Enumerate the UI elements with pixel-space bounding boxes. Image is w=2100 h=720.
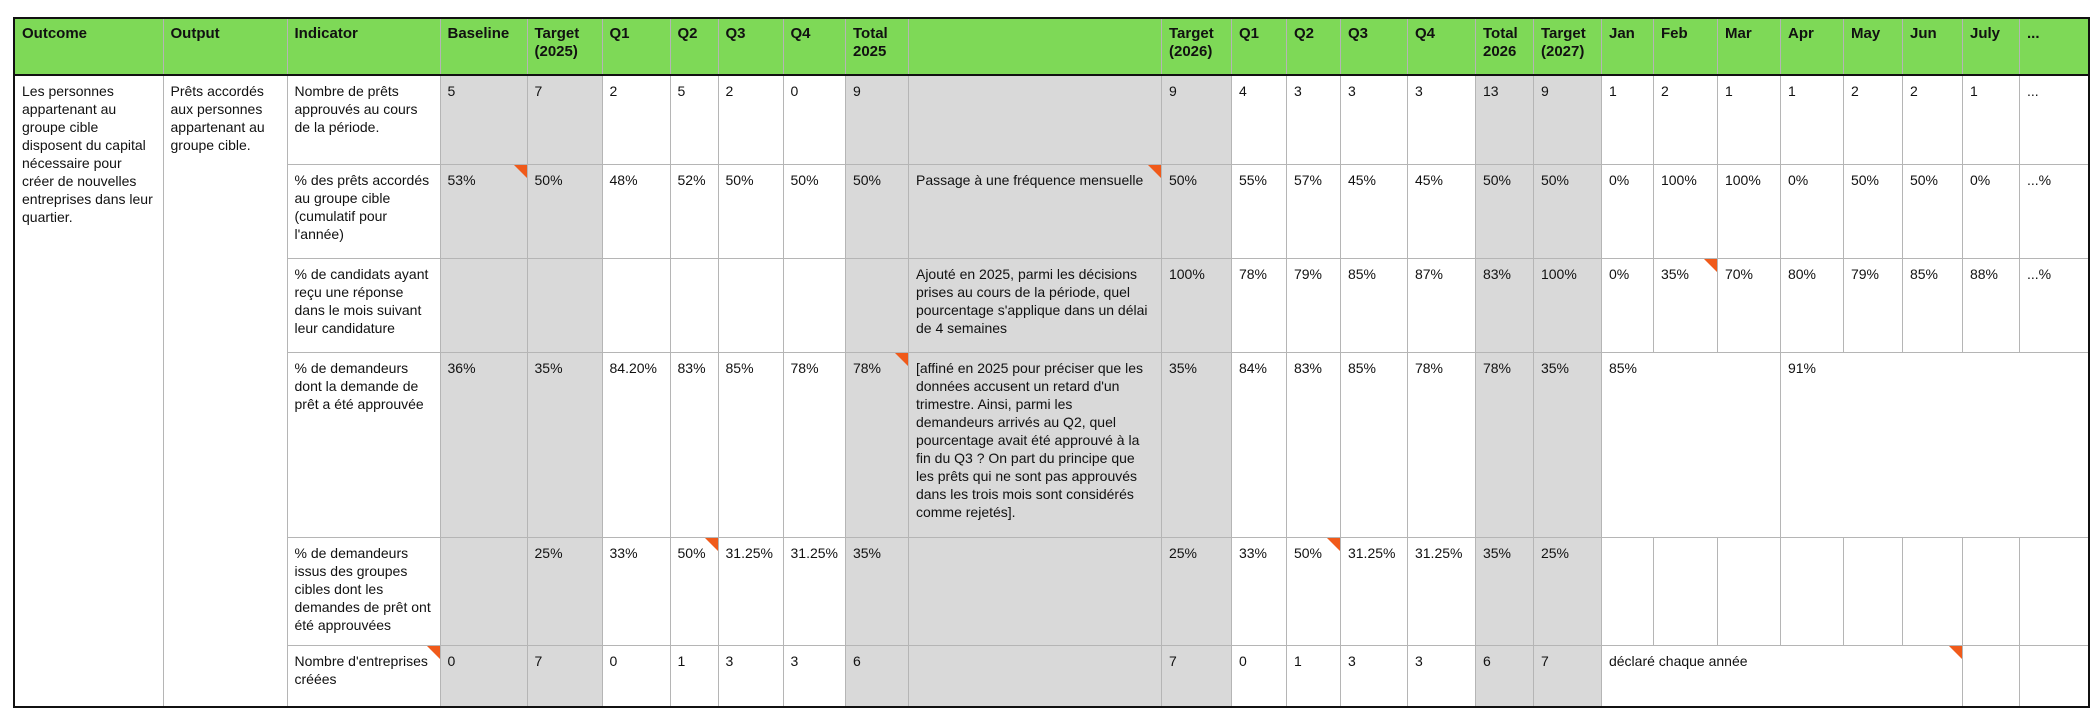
mar-cell[interactable]: 100% xyxy=(1717,164,1780,258)
apr-cell[interactable] xyxy=(1780,537,1843,645)
more-cell[interactable] xyxy=(2019,537,2089,645)
q4-2026-cell[interactable]: 45% xyxy=(1407,164,1475,258)
col-more[interactable]: ... xyxy=(2019,18,2089,75)
col-target-2025[interactable]: Target (2025) xyxy=(527,18,602,75)
table-row xyxy=(14,164,2089,258)
may-cell[interactable] xyxy=(1843,537,1902,645)
feb-cell[interactable]: 35% xyxy=(1653,258,1717,352)
target-2027-cell[interactable]: 50% xyxy=(1533,164,1601,258)
col-outcome[interactable]: Outcome xyxy=(14,18,163,75)
q1-2026-cell[interactable]: 0 xyxy=(1231,645,1286,707)
indicator-cell[interactable]: Nombre de prêts approuvés au cours de la période. xyxy=(287,75,440,164)
indicator-cell[interactable]: % de demandeurs dont la demande de prêt a été approuvée xyxy=(287,352,440,537)
mar-cell[interactable] xyxy=(1717,537,1780,645)
col-q1-2026[interactable]: Q1 xyxy=(1231,18,1286,75)
jan-cell[interactable] xyxy=(1601,537,1653,645)
col-baseline[interactable]: Baseline xyxy=(440,18,527,75)
target-2026-cell[interactable]: 7 xyxy=(1161,645,1231,707)
may-cell[interactable]: 2 xyxy=(1843,75,1902,164)
col-q3-2026[interactable]: Q3 xyxy=(1340,18,1407,75)
monthly-q2-cell[interactable]: 91% xyxy=(1780,352,2089,537)
indicator-cell[interactable]: % de candidats ayant reçu une réponse dans le mois suivant leur candidature xyxy=(287,258,440,352)
col-apr[interactable]: Apr xyxy=(1780,18,1843,75)
col-q2-2025[interactable]: Q2 xyxy=(670,18,718,75)
target-2025-cell[interactable]: 7 xyxy=(527,645,602,707)
target-2026-cell[interactable]: 100% xyxy=(1161,258,1231,352)
q1-2025-cell[interactable]: 0 xyxy=(602,645,670,707)
feb-cell[interactable]: 100% xyxy=(1653,164,1717,258)
q3-2026-cell[interactable]: 3 xyxy=(1340,75,1407,164)
col-q2-2026[interactable]: Q2 xyxy=(1286,18,1340,75)
target-2026-cell[interactable]: 35% xyxy=(1161,352,1231,537)
q3-2025-cell[interactable]: 2 xyxy=(718,75,783,164)
target-2027-cell[interactable]: 25% xyxy=(1533,537,1601,645)
baseline-cell[interactable]: 5 xyxy=(440,75,527,164)
target-2025-cell[interactable]: 35% xyxy=(527,352,602,537)
feb-cell[interactable] xyxy=(1653,537,1717,645)
indicator-cell[interactable]: Nombre d'entreprises créées xyxy=(287,645,440,707)
baseline-cell[interactable] xyxy=(440,258,527,352)
q4-2025-cell[interactable]: 0 xyxy=(783,75,845,164)
outcome-cell[interactable]: Les personnes appartenant au groupe cible disposent du capital nécessaire pour créer de nouvelles entreprises dans leur quartier. xyxy=(14,75,163,707)
q4-2026-cell[interactable]: 31.25% xyxy=(1407,537,1475,645)
col-indicator[interactable]: Indicator xyxy=(287,18,440,75)
table-row xyxy=(14,352,2089,537)
table-row xyxy=(14,645,2089,707)
indicator-table xyxy=(13,17,2090,708)
july-cell[interactable] xyxy=(1962,537,2019,645)
q2-2025-cell[interactable]: 52% xyxy=(670,164,718,258)
target-2026-cell[interactable]: 25% xyxy=(1161,537,1231,645)
target-2025-cell[interactable]: 50% xyxy=(527,164,602,258)
target-2025-cell[interactable] xyxy=(527,258,602,352)
more-cell[interactable] xyxy=(2019,645,2089,707)
note-cell[interactable] xyxy=(908,537,1161,645)
q4-2026-cell[interactable]: 3 xyxy=(1407,75,1475,164)
table-row xyxy=(14,75,2089,164)
q2-2025-cell[interactable] xyxy=(670,258,718,352)
col-target-2026[interactable]: Target (2026) xyxy=(1161,18,1231,75)
q4-2025-cell[interactable] xyxy=(783,258,845,352)
q3-2026-cell[interactable]: 85% xyxy=(1340,352,1407,537)
q1-2025-cell[interactable]: 84.20% xyxy=(602,352,670,537)
baseline-cell[interactable]: 0 xyxy=(440,645,527,707)
jun-cell[interactable]: 2 xyxy=(1902,75,1962,164)
monthly-q1-cell[interactable]: 85% xyxy=(1601,352,1780,537)
target-2027-cell[interactable]: 100% xyxy=(1533,258,1601,352)
target-2026-cell[interactable]: 9 xyxy=(1161,75,1231,164)
indicator-cell[interactable]: % de demandeurs issus des groupes cibles dont les demandes de prêt ont été approuvées xyxy=(287,537,440,645)
table-row xyxy=(14,258,2089,352)
col-q4-2026[interactable]: Q4 xyxy=(1407,18,1475,75)
col-q4-2025[interactable]: Q4 xyxy=(783,18,845,75)
baseline-cell[interactable] xyxy=(440,537,527,645)
q4-2025-cell[interactable]: 31.25% xyxy=(783,537,845,645)
note-cell[interactable] xyxy=(908,75,1161,164)
q2-2025-cell[interactable]: 5 xyxy=(670,75,718,164)
baseline-cell[interactable]: 53% xyxy=(440,164,527,258)
note-cell[interactable]: Passage à une fréquence mensuelle xyxy=(908,164,1161,258)
total-2026-cell[interactable]: 13 xyxy=(1475,75,1533,164)
table-row xyxy=(14,537,2089,645)
july-cell[interactable]: 88% xyxy=(1962,258,2019,352)
total-2025-cell[interactable]: 6 xyxy=(845,645,908,707)
q3-2025-cell[interactable]: 50% xyxy=(718,164,783,258)
total-2026-cell[interactable]: 83% xyxy=(1475,258,1533,352)
note-cell[interactable] xyxy=(908,645,1161,707)
q2-2025-cell[interactable]: 50% xyxy=(670,537,718,645)
apr-cell[interactable]: 1 xyxy=(1780,75,1843,164)
q1-2026-cell[interactable]: 33% xyxy=(1231,537,1286,645)
q1-2026-cell[interactable]: 4 xyxy=(1231,75,1286,164)
target-2025-cell[interactable]: 7 xyxy=(527,75,602,164)
header-row xyxy=(14,18,2089,75)
q3-2025-cell[interactable] xyxy=(718,258,783,352)
output-cell-empty[interactable] xyxy=(163,645,287,707)
target-2025-cell[interactable]: 25% xyxy=(527,537,602,645)
target-2027-cell[interactable]: 35% xyxy=(1533,352,1601,537)
indicator-cell[interactable]: % des prêts accordés au groupe cible (cumulatif pour l'année) xyxy=(287,164,440,258)
q4-2026-cell[interactable]: 78% xyxy=(1407,352,1475,537)
q1-2025-cell[interactable]: 2 xyxy=(602,75,670,164)
apr-cell[interactable]: 0% xyxy=(1780,164,1843,258)
mar-cell[interactable]: 1 xyxy=(1717,75,1780,164)
feb-cell[interactable]: 2 xyxy=(1653,75,1717,164)
total-2025-cell[interactable]: 78% xyxy=(845,352,908,537)
total-2026-cell[interactable]: 50% xyxy=(1475,164,1533,258)
note-cell[interactable]: Ajouté en 2025, parmi les décisions prises au cours de la période, quel pourcentage s'applique dans un délai de 4 semaines xyxy=(908,258,1161,352)
col-target-2027[interactable]: Target (2027) xyxy=(1533,18,1601,75)
july-cell[interactable]: 0% xyxy=(1962,164,2019,258)
q4-2025-cell[interactable]: 50% xyxy=(783,164,845,258)
col-notes[interactable] xyxy=(908,18,1161,75)
col-jun[interactable]: Jun xyxy=(1902,18,1962,75)
q2-2026-cell[interactable]: 3 xyxy=(1286,75,1340,164)
mar-cell[interactable]: 70% xyxy=(1717,258,1780,352)
baseline-cell[interactable]: 36% xyxy=(440,352,527,537)
q3-2026-cell[interactable]: 45% xyxy=(1340,164,1407,258)
q2-2026-cell[interactable]: 50% xyxy=(1286,537,1340,645)
q3-2025-cell[interactable]: 85% xyxy=(718,352,783,537)
q1-2025-cell[interactable]: 33% xyxy=(602,537,670,645)
q1-2025-cell[interactable]: 48% xyxy=(602,164,670,258)
q1-2026-cell[interactable]: 84% xyxy=(1231,352,1286,537)
may-cell[interactable]: 50% xyxy=(1843,164,1902,258)
q4-2025-cell[interactable]: 3 xyxy=(783,645,845,707)
q3-2026-cell[interactable]: 31.25% xyxy=(1340,537,1407,645)
q2-2025-cell[interactable]: 1 xyxy=(670,645,718,707)
jan-cell[interactable]: 1 xyxy=(1601,75,1653,164)
total-2025-cell[interactable]: 50% xyxy=(845,164,908,258)
jan-cell[interactable]: 0% xyxy=(1601,164,1653,258)
more-cell[interactable]: ...% xyxy=(2019,258,2089,352)
note-cell[interactable]: [affiné en 2025 pour préciser que les données accusent un retard d'un trimestre. Ainsi, parmi les demandeurs arrivés au Q2, quel pourcentage avait été approuvé à la fin du Q3 ? On part du principe que les prêts qui ne sont pas approuvés dans les trois mois sont considérés comme rejetés]. xyxy=(908,352,1161,537)
more-cell[interactable]: ... xyxy=(2019,75,2089,164)
jun-cell[interactable] xyxy=(1902,537,1962,645)
july-cell[interactable]: 1 xyxy=(1962,75,2019,164)
col-total-2026[interactable]: Total 2026 xyxy=(1475,18,1533,75)
total-2025-cell[interactable]: 35% xyxy=(845,537,908,645)
jun-cell[interactable]: 85% xyxy=(1902,258,1962,352)
q4-2026-cell[interactable]: 3 xyxy=(1407,645,1475,707)
col-q3-2025[interactable]: Q3 xyxy=(718,18,783,75)
total-2026-cell[interactable]: 6 xyxy=(1475,645,1533,707)
total-2025-cell[interactable]: 9 xyxy=(845,75,908,164)
q2-2026-cell[interactable]: 57% xyxy=(1286,164,1340,258)
apr-cell[interactable]: 80% xyxy=(1780,258,1843,352)
q2-2026-cell[interactable]: 79% xyxy=(1286,258,1340,352)
annual-note-cell[interactable]: déclaré chaque année xyxy=(1601,645,1962,707)
col-jan[interactable]: Jan xyxy=(1601,18,1653,75)
q2-2026-cell[interactable]: 83% xyxy=(1286,352,1340,537)
col-q1-2025[interactable]: Q1 xyxy=(602,18,670,75)
q3-2026-cell[interactable]: 85% xyxy=(1340,258,1407,352)
output-cell[interactable]: Prêts accordés aux personnes appartenant au groupe cible. xyxy=(163,75,287,645)
target-2027-cell[interactable]: 9 xyxy=(1533,75,1601,164)
total-2026-cell[interactable]: 35% xyxy=(1475,537,1533,645)
q1-2026-cell[interactable]: 55% xyxy=(1231,164,1286,258)
col-may[interactable]: May xyxy=(1843,18,1902,75)
july-cell[interactable] xyxy=(1962,645,2019,707)
target-2026-cell[interactable]: 50% xyxy=(1161,164,1231,258)
col-july[interactable]: July xyxy=(1962,18,2019,75)
col-total-2025[interactable]: Total 2025 xyxy=(845,18,908,75)
q4-2026-cell[interactable]: 87% xyxy=(1407,258,1475,352)
may-cell[interactable]: 79% xyxy=(1843,258,1902,352)
jan-cell[interactable]: 0% xyxy=(1601,258,1653,352)
q3-2025-cell[interactable]: 31.25% xyxy=(718,537,783,645)
q1-2025-cell[interactable] xyxy=(602,258,670,352)
q3-2026-cell[interactable]: 3 xyxy=(1340,645,1407,707)
total-2026-cell[interactable]: 78% xyxy=(1475,352,1533,537)
q2-2025-cell[interactable]: 83% xyxy=(670,352,718,537)
q1-2026-cell[interactable]: 78% xyxy=(1231,258,1286,352)
more-cell[interactable]: ...% xyxy=(2019,164,2089,258)
col-output[interactable]: Output xyxy=(163,18,287,75)
col-feb[interactable]: Feb xyxy=(1653,18,1717,75)
q4-2025-cell[interactable]: 78% xyxy=(783,352,845,537)
col-mar[interactable]: Mar xyxy=(1717,18,1780,75)
total-2025-cell[interactable] xyxy=(845,258,908,352)
q2-2026-cell[interactable]: 1 xyxy=(1286,645,1340,707)
q3-2025-cell[interactable]: 3 xyxy=(718,645,783,707)
jun-cell[interactable]: 50% xyxy=(1902,164,1962,258)
target-2027-cell[interactable]: 7 xyxy=(1533,645,1601,707)
